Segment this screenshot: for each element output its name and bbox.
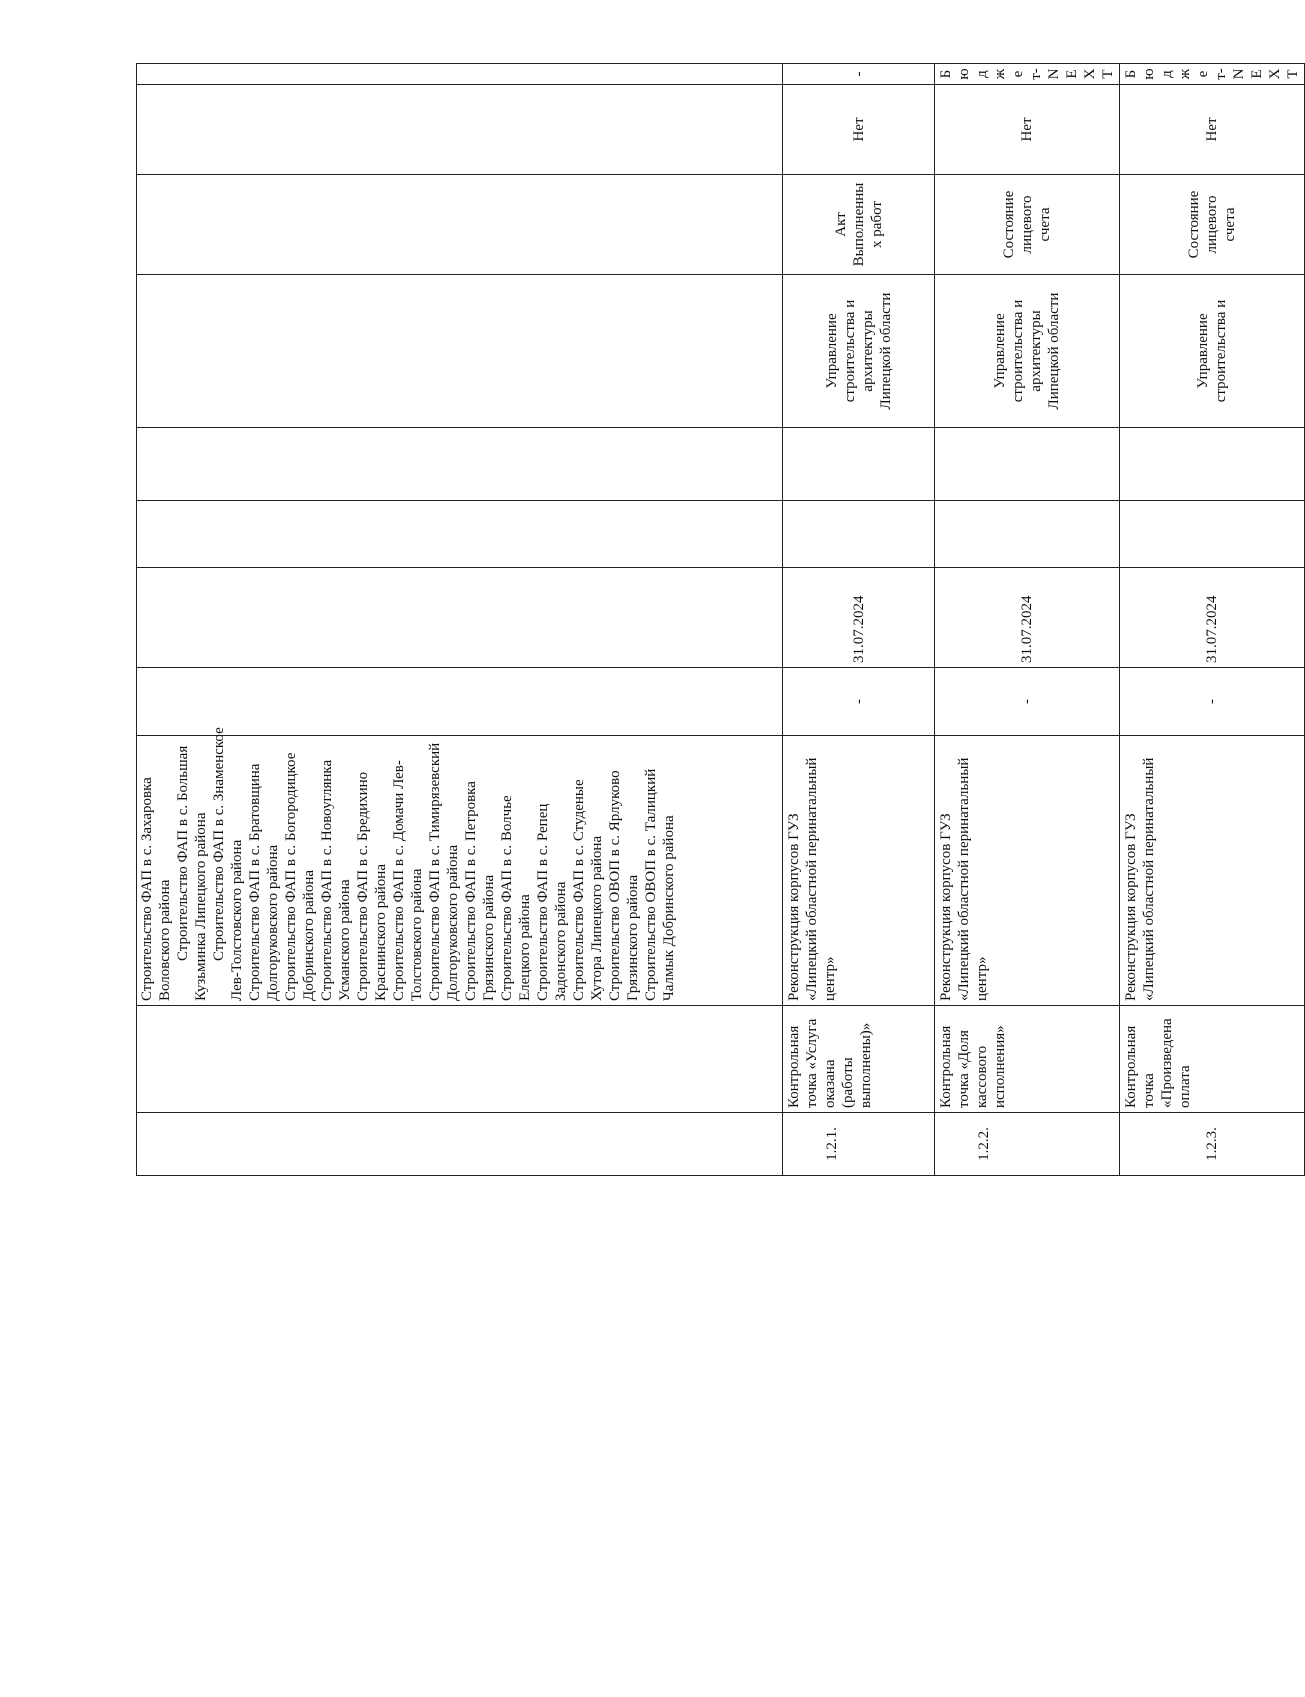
document-page (136, 64, 1301, 1176)
row-title: Контрольная точка «Доля кассового исполнения» (935, 1006, 1120, 1113)
row-title: Контрольная точка «Услуга оказана (работы выполнены)» (783, 1006, 935, 1113)
row-flag: Нет (783, 85, 935, 175)
cell-end (137, 568, 783, 668)
cell-empty (783, 501, 935, 568)
cell-empty (137, 428, 783, 501)
construction-list (138, 727, 678, 1001)
construction-list-line: Строительство ФАП в с. Петровка (463, 781, 479, 1001)
cell-document (137, 175, 783, 275)
construction-list-line: Задонского района (553, 881, 569, 1001)
row-system: Бюджет-NEXT (1120, 64, 1305, 85)
row-document: Акт Выполненных работ (783, 175, 935, 275)
construction-list-line: Строительство ФАП в с. Знаменское (211, 727, 227, 961)
row-start: - (1120, 668, 1305, 736)
row-document: Состояние лицевого счета (1120, 175, 1305, 275)
row-flag: Нет (1120, 85, 1305, 175)
construction-list-cell (137, 727, 783, 1006)
row-object: Реконструкция корпусов ГУЗ «Липецкий областной перинатальный (1120, 736, 1305, 1006)
cell-number (137, 1113, 783, 1176)
row-responsible: Управление строительства и архитектуры Липецкой области (783, 275, 935, 428)
row-flag: Нет (935, 85, 1120, 175)
cell-start (137, 668, 783, 736)
cell-flag (137, 85, 783, 175)
construction-list-line: Грязинского района (481, 874, 497, 1001)
construction-list-line: Толстовского района (409, 868, 425, 1001)
construction-list-line: Кузьминка Липецкого района (193, 812, 209, 1001)
table-row (1120, 64, 1305, 1176)
construction-list-line: Долгоруковского района (265, 844, 281, 1001)
row-start: - (783, 668, 935, 736)
row-title: Контрольная точка «Произведена оплата (1120, 1006, 1305, 1113)
construction-list-line: Грязинского района (625, 874, 641, 1001)
construction-list-line: Строительство ФАП в с. Новоуглянка (319, 759, 335, 1001)
row-number: 1.2.3. (1120, 1113, 1305, 1176)
row-system: Бюджет-NEXT (935, 64, 1120, 85)
construction-list-line: Усманского района (337, 879, 353, 1001)
construction-list-line: Строительство ФАП в с. Захаровка (139, 777, 155, 1001)
row-end: 31.07.2024 (1120, 568, 1305, 668)
construction-list-line: Чалмык Добринского района (661, 815, 677, 1001)
cell-empty (935, 501, 1120, 568)
construction-list-line: Строительство ФАП в с. Волчье (499, 795, 515, 1001)
cell-empty (1120, 501, 1305, 568)
construction-list-line: Лев-Толстовского района (229, 839, 245, 1001)
construction-list-line: Долгоруковского района (445, 844, 461, 1001)
table-row (783, 64, 935, 1176)
row-object: Реконструкция корпусов ГУЗ «Липецкий областной перинатальный центр» (783, 736, 935, 1006)
table-row (935, 64, 1120, 1176)
cell-responsible (137, 275, 783, 428)
construction-list-line: Строительство ФАП в с. Бредихино (355, 771, 371, 1001)
cell-empty (935, 428, 1120, 501)
plan-table (136, 63, 1305, 1176)
construction-list-line: Строительство ФАП в с. Братовщина (247, 763, 263, 1001)
construction-list-line: Строительство ФАП в с. Домачи Лев- (391, 760, 407, 1001)
construction-list-line: Хутора Липецкого района (589, 835, 605, 1001)
construction-list-line: Строительство ФАП в с. Большая (175, 745, 191, 961)
row-responsible: Управление строительства и архитектуры Липецкой области (935, 275, 1120, 428)
construction-list-line: Строительство ФАП в с. Репец (535, 803, 551, 1001)
construction-list-line: Елецкого района (517, 894, 533, 1001)
row-end: 31.07.2024 (783, 568, 935, 668)
construction-list-line: Воловского района (157, 879, 173, 1001)
row-responsible: Управление строительства и (1120, 275, 1305, 428)
construction-list-line: Строительство ФАП в с. Богородицкое (283, 752, 299, 1001)
construction-list-line: Строительство ФАП в с. Студеные (571, 779, 587, 1001)
construction-list-line: Строительство ОВОП в с. Талицкий (643, 768, 659, 1001)
table-row-continuation (137, 64, 783, 1176)
row-system: - (783, 64, 935, 85)
construction-list-line: Краснинского района (373, 864, 389, 1001)
row-number: 1.2.1. (783, 1113, 935, 1176)
row-start: - (935, 668, 1120, 736)
cell-empty (783, 428, 935, 501)
row-end: 31.07.2024 (935, 568, 1120, 668)
row-object: Реконструкция корпусов ГУЗ «Липецкий областной перинатальный центр» (935, 736, 1120, 1006)
row-number: 1.2.2. (935, 1113, 1120, 1176)
cell-system (137, 64, 783, 85)
row-document: Состояние лицевого счета (935, 175, 1120, 275)
construction-list-line: Добринского района (301, 869, 317, 1001)
construction-list-line: Строительство ФАП в с. Тимирязевский (427, 742, 443, 1001)
cell-empty (1120, 428, 1305, 501)
cell-name (137, 1006, 783, 1113)
cell-empty (137, 501, 783, 568)
construction-list-line: Строительство ОВОП в с. Ярлуково (607, 770, 623, 1001)
